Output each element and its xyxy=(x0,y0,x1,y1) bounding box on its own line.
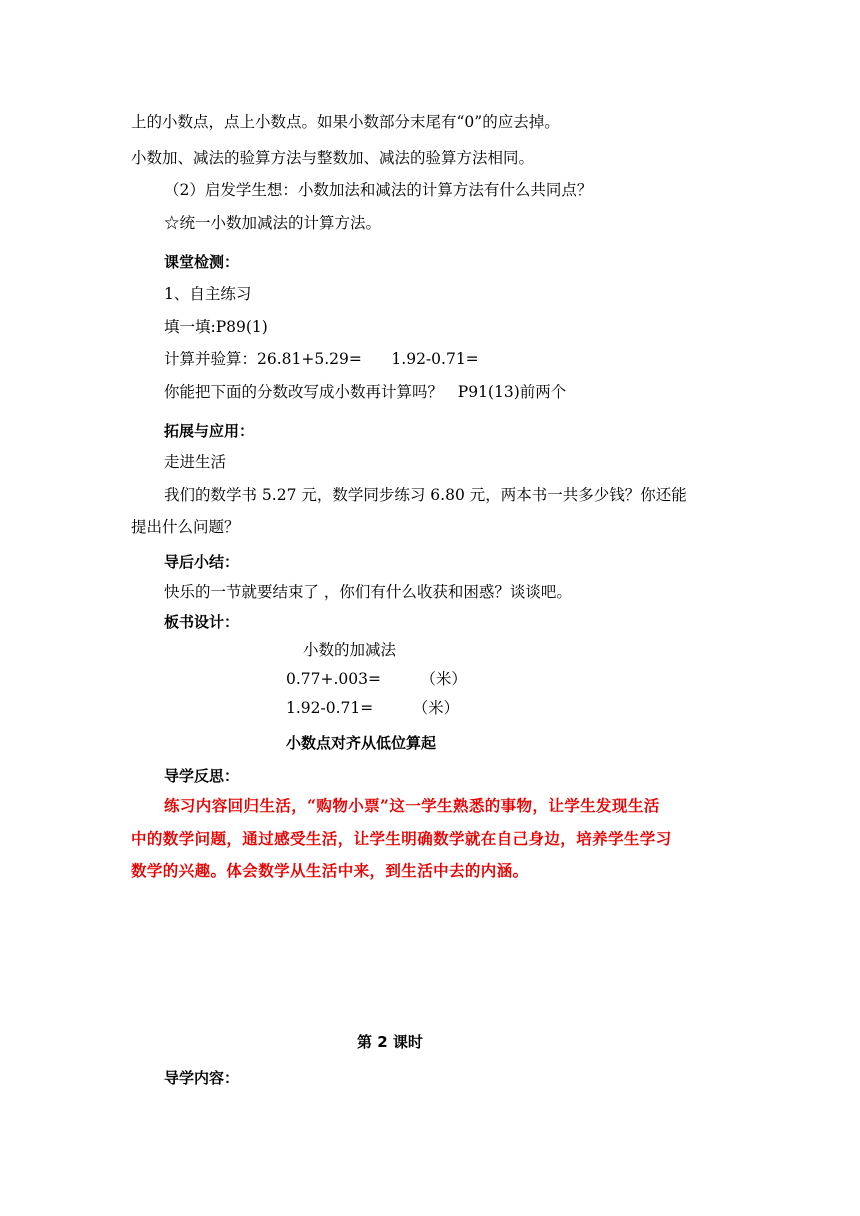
reflection-line-2: 中的数学问题，通过感受生活，让学生明确数学就在自己身边，培养学生学习 xyxy=(131,829,672,848)
guide-content-heading: 导学内容： xyxy=(164,1069,240,1087)
board-equation-2: 1.92-0.71= （米） xyxy=(286,699,460,717)
board-rule: 小数点对齐从低位算起 xyxy=(286,734,437,752)
fraction-question: 你能把下面的分数改写成小数再计算吗？ P91(13)前两个 xyxy=(164,383,567,401)
board-equation-1: 0.77+.003= （米） xyxy=(286,670,467,688)
inspire-question: （2）启发学生想：小数加法和减法的计算方法有什么共同点？ xyxy=(164,181,593,199)
practice-title: 1、自主练习 xyxy=(164,285,252,303)
lesson-2-title: 第 2 课时 xyxy=(357,1033,423,1051)
reflection-heading: 导学反思： xyxy=(164,767,240,785)
summary-heading: 导后小结： xyxy=(164,553,240,571)
intro-line-1: 上的小数点，点上小数点。如果小数部分末尾有“0”的应去掉。 xyxy=(131,113,560,131)
reflection-line-3: 数学的兴趣。体会数学从生活中来，到生活中去的内涵。 xyxy=(131,861,529,880)
board-heading: 板书设计： xyxy=(164,613,240,631)
problem-line-1: 我们的数学书 5.27 元，数学同步练习 6.80 元，两本书一共多少钱？你还能 xyxy=(164,486,687,504)
calc-verify: 计算并验算：26.81+5.29= 1.92-0.71= xyxy=(164,350,479,368)
into-life: 走进生活 xyxy=(164,453,227,471)
intro-line-2: 小数加、减法的验算方法与整数加、减法的验算方法相同。 xyxy=(131,149,535,167)
reflection-line-1: 练习内容回归生活，“购物小票”这一学生熟悉的事物，让学生发现生活 xyxy=(164,796,660,815)
fill-blank: 填一填:P89(1) xyxy=(164,318,268,336)
extension-heading: 拓展与应用： xyxy=(164,422,255,440)
unify-method: ☆统一小数加减法的计算方法。 xyxy=(164,214,382,232)
summary-text: 快乐的一节就要结束了 ，你们有什么收获和困惑？谈谈吧。 xyxy=(164,583,572,601)
problem-line-2: 提出什么问题？ xyxy=(131,518,240,536)
board-title: 小数的加减法 xyxy=(303,641,397,659)
classroom-test-heading: 课堂检测： xyxy=(164,253,240,271)
